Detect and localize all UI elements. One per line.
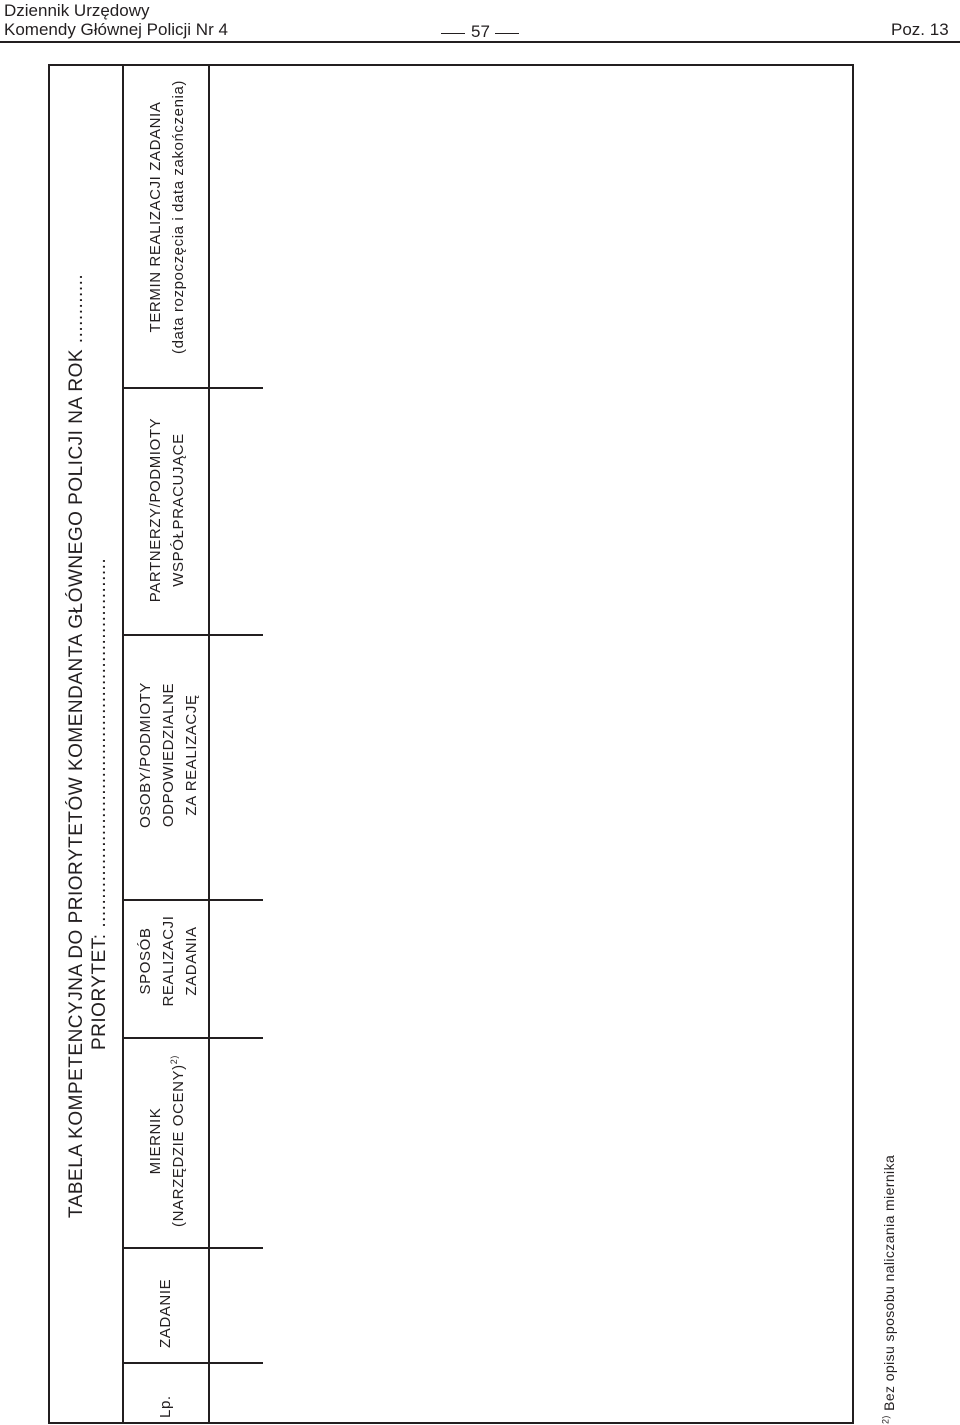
header-zadanie [154, 1279, 177, 1348]
document-title-text: TABELA KOMPETENCYJNA DO PRIORYTETÓW KOMENDANTA GŁÓWNEGO POLICJI NA ROK ............ [66, 273, 87, 1218]
header-partnerzy [144, 400, 190, 620]
position-label: Poz. 13 [891, 20, 949, 39]
header-osoby-line2: ODPOWIEDZIALNE [160, 682, 177, 828]
header-lp-text: Lp. [157, 1395, 174, 1418]
journal-name: Dziennik Urzędowy [4, 1, 150, 20]
header-miernik [144, 1051, 190, 1231]
footnote-marker: 2) [880, 1415, 891, 1424]
page-number: 57 [471, 22, 490, 41]
header-rule [0, 41, 960, 43]
footnote-text: Bez opisu sposobu naliczania miernika [881, 1154, 897, 1411]
header-row-border-right [208, 66, 210, 1422]
header-sposob [134, 901, 203, 1021]
header-osoby-line1: OSOBY/PODMIOTY [137, 682, 154, 828]
header-osoby-line3: ZA REALIZACJĘ [183, 694, 200, 816]
page-number-dash-left [441, 33, 465, 34]
col-divider-zadanie-miernik [123, 1247, 263, 1249]
header-sposob-line2: REALIZACJI [160, 915, 177, 1007]
header-partnerzy-line1: PARTNERZY/PODMIOTY [147, 417, 164, 603]
col-divider-miernik-sposob [123, 1037, 263, 1039]
issuer-name: Komendy Głównej Policji Nr 4 [4, 20, 228, 39]
header-miernik-line2-text: (NARZĘDZIE OCENY) [170, 1064, 187, 1227]
header-miernik-line2 [167, 1051, 190, 1231]
header-miernik-line1: MIERNIK [147, 1107, 164, 1175]
header-sposob-line1: SPOSÓB [137, 927, 154, 995]
page-number-dash-right [495, 33, 519, 34]
priority-label: PRIORYTET: ................................................................ [89, 557, 110, 1050]
col-divider-osoby-partnerzy [123, 634, 263, 636]
footnote [880, 1155, 898, 1424]
footnote-ref-miernik: 2) [169, 1055, 179, 1065]
col-divider-partnerzy-termin [123, 387, 263, 389]
header-partnerzy-line2: WSPÓŁPRACUJĄCE [170, 433, 187, 587]
header-sposob-line3: ZADANIA [183, 926, 200, 996]
header-lp [154, 1395, 177, 1418]
header-termin-line1: TERMIN REALIZACJI ZADANIA [147, 101, 164, 333]
header-termin [144, 62, 190, 372]
header-osoby [134, 665, 203, 845]
header-termin-line2: (data rozpoczęcia i data zakończenia) [170, 80, 187, 355]
header-zadanie-text: ZADANIE [157, 1278, 174, 1348]
header-row-border-left [122, 66, 124, 1422]
col-divider-lp-zadanie [123, 1362, 263, 1364]
